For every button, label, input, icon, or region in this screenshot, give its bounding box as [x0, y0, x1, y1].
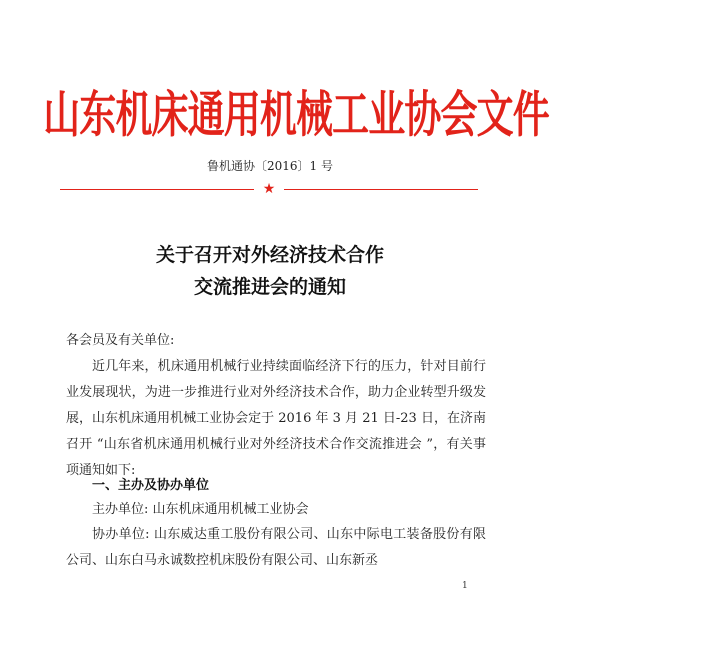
salutation: 各会员及有关单位: — [66, 333, 175, 348]
page-number: 1 — [462, 581, 468, 591]
host-organization: 主办单位: 山东机床通用机械工业协会 — [92, 502, 309, 517]
notice-title-line-1: 关于召开对外经济技术合作 — [155, 244, 384, 266]
header-divider — [60, 182, 478, 196]
body-paragraph: 近几年来，机床通用机械行业持续面临经济下行的压力，针对目前行业发展现状，为进一步推进行业对外经济技术合作，助力企业转型升级发展，山东机床通用机械工业协会定于 2016 年 3 月 21 日-23 日，在济南召开 “山东省机床通用机械行业对外经济技术合作交流推进会 ”，有关事项通知如下: — [66, 359, 486, 478]
section-heading-organizers: 一、主办及协办单位 — [92, 478, 210, 493]
document-number: 鲁机通协〔2016〕1 号 — [207, 159, 333, 173]
notice-title-line-2: 交流推进会的通知 — [193, 276, 346, 298]
organization-header: 山东机床通用机械工业协会文件 — [43, 86, 549, 144]
divider-line-left — [60, 189, 254, 190]
star-icon: ★ — [262, 181, 276, 197]
divider-line-right — [284, 189, 478, 190]
co-host-organizations: 协办单位: 山东威达重工股份有限公司、山东中际电工装备股份有限公司、山东白马永诚数控机床股份有限公司、山东新丞 — [66, 527, 486, 568]
